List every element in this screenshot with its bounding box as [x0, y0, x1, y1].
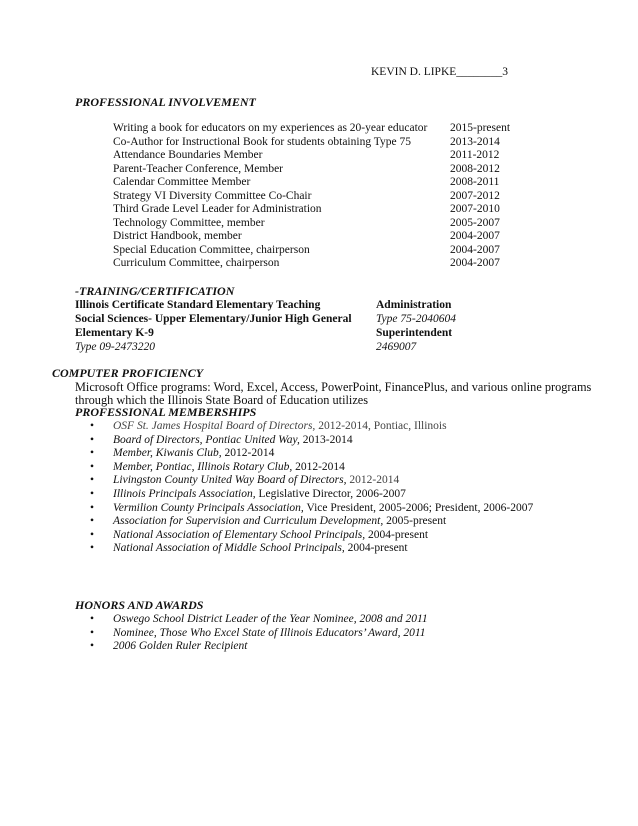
- list-item: [90, 502, 533, 516]
- involvement-title: Calendar Committee Member: [113, 176, 251, 188]
- membership-org: Illinois Principals Association,: [113, 487, 256, 500]
- bullet: •: [90, 528, 95, 541]
- bullet: •: [90, 501, 95, 514]
- involvement-dates: 2007-2012: [450, 189, 500, 202]
- membership-org: Livingston County United Way Board of Directors,: [113, 474, 347, 487]
- list-item: [90, 627, 428, 641]
- membership-org: Board of Directors, Pontiac United Way,: [113, 433, 300, 446]
- involvement-title: District Handbook, member: [113, 230, 242, 242]
- section-heading-computer: COMPUTER PROFICIENCY: [52, 366, 204, 380]
- list-item: [90, 461, 533, 475]
- involvement-dates: 2013-2014: [450, 135, 500, 148]
- membership-detail: 2012-2014, Pontiac, Illinois: [315, 420, 447, 432]
- involvement-row: [113, 217, 513, 230]
- involvement-title: Special Education Committee, chairperson: [113, 243, 310, 256]
- involvement-dates: 2011-2012: [450, 149, 500, 161]
- certificate-line: Elementary K-9: [75, 327, 154, 339]
- membership-detail: 2013-2014: [299, 433, 353, 446]
- bullet: •: [90, 460, 95, 473]
- membership-org: Member, Kiwanis Club,: [113, 447, 222, 460]
- involvement-dates: 2008-2011: [450, 176, 500, 188]
- list-item: [90, 542, 533, 556]
- membership-detail: 2004-present: [365, 528, 429, 541]
- honor-text: 2006 Golden Ruler Recipient: [113, 640, 248, 653]
- involvement-title: Parent-Teacher Conference, Member: [113, 162, 284, 175]
- section-heading-memberships: PROFESSIONAL MEMBERSHIPS: [75, 405, 257, 419]
- involvement-dates: 2004-2007: [450, 243, 500, 256]
- computer-line: through which the Illinois State Board of Education utilizes: [75, 393, 369, 407]
- honor-text: Oswego School District Leader of the Year Nominee, 2008 and 2011: [113, 613, 428, 625]
- list-item: [90, 420, 533, 434]
- involvement-row: [113, 163, 513, 176]
- membership-detail: 2005-present: [383, 515, 447, 528]
- membership-org: OSF St. James Hospital Board of Directors,: [113, 420, 316, 432]
- involvement-dates: 2008-2012: [450, 162, 500, 175]
- bullet: •: [90, 487, 95, 500]
- membership-detail: 2012-2014: [221, 447, 275, 460]
- list-item: [90, 447, 533, 461]
- membership-org: Association for Supervision and Curriculum Development,: [113, 515, 384, 528]
- involvement-dates: 2007-2010: [450, 203, 500, 215]
- involvement-row: [113, 230, 513, 243]
- bullet: •: [90, 420, 95, 432]
- involvement-row: [113, 176, 513, 189]
- involvement-dates: 2004-2007: [450, 230, 500, 242]
- list-item: [90, 488, 533, 502]
- membership-org: National Association of Middle School Principals,: [113, 542, 345, 555]
- computer-line: Microsoft Office programs: Word, Excel, Access, PowerPoint, FinancePlus, and various online programs: [75, 380, 592, 394]
- certificate-line: Superintendent: [376, 327, 453, 339]
- membership-org: Member, Pontiac, Illinois Rotary Club,: [113, 460, 293, 473]
- list-item: [90, 613, 428, 627]
- list-item: [90, 515, 533, 529]
- bullet: •: [90, 515, 95, 528]
- involvement-row: [113, 244, 513, 257]
- list-item: [90, 434, 533, 448]
- certificate-type: Type 09-2473220: [75, 341, 155, 353]
- membership-detail: 2004-present: [344, 542, 408, 555]
- section-heading-training: -TRAINING/CERTIFICATION: [75, 284, 235, 298]
- section-heading-professional-involvement: PROFESSIONAL INVOLVEMENT: [75, 95, 256, 109]
- involvement-dates: 2005-2007: [450, 216, 500, 229]
- involvement-title: Strategy VI Diversity Committee Co-Chair: [113, 189, 312, 202]
- bullet: •: [90, 474, 95, 487]
- involvement-row: [113, 136, 513, 149]
- list-item: [90, 529, 533, 543]
- bullet: •: [90, 542, 95, 555]
- certificate-line: Illinois Certificate Standard Elementary Teaching: [75, 299, 321, 311]
- involvement-title: Writing a book for educators on my experiences as 20-year educator: [113, 122, 428, 134]
- involvement-row: [113, 122, 513, 135]
- list-item: [90, 640, 428, 654]
- involvement-title: Third Grade Level Leader for Administration: [113, 203, 322, 215]
- involvement-dates: 2015-present: [450, 122, 511, 134]
- section-heading-honors: HONORS AND AWARDS: [75, 598, 204, 612]
- certificate-line: Administration: [376, 299, 452, 311]
- membership-org: National Association of Elementary School Principals,: [113, 528, 366, 541]
- involvement-title: Attendance Boundaries Member: [113, 149, 263, 161]
- certificate-type: 2469007: [376, 341, 417, 353]
- membership-detail: 2012-2014: [346, 474, 400, 487]
- memberships-list: [90, 420, 533, 556]
- bullet: •: [90, 640, 95, 653]
- bullet: •: [90, 433, 95, 446]
- list-item: [90, 474, 533, 488]
- honors-list: [90, 613, 428, 654]
- bullet: •: [90, 613, 95, 625]
- involvement-dates: 2004-2007: [450, 257, 500, 269]
- page-header: KEVIN D. LIPKE________3: [371, 66, 509, 78]
- involvement-row: [113, 190, 513, 203]
- bullet: •: [90, 626, 95, 639]
- membership-detail: Legislative Director, 2006-2007: [255, 487, 406, 500]
- involvement-title: Curriculum Committee, chairperson: [113, 257, 280, 269]
- involvement-row: [113, 203, 513, 216]
- certificate-type: Type 75-2040604: [376, 313, 456, 325]
- honor-text: Nominee, Those Who Excel State of Illinois Educators’ Award, 2011: [113, 626, 426, 639]
- membership-detail: Vice President, 2005-2006; President, 2006-2007: [303, 501, 534, 514]
- involvement-row: [113, 149, 513, 162]
- membership-detail: 2012-2014: [292, 460, 345, 473]
- involvement-title: Technology Committee, member: [113, 216, 265, 229]
- bullet: •: [90, 447, 95, 460]
- involvement-title: Co-Author for Instructional Book for students obtaining Type 75: [113, 135, 411, 148]
- certificate-line: Social Sciences- Upper Elementary/Junior High General: [75, 313, 352, 325]
- involvement-row: [113, 257, 513, 270]
- membership-org: Vermilion County Principals Association,: [113, 501, 304, 514]
